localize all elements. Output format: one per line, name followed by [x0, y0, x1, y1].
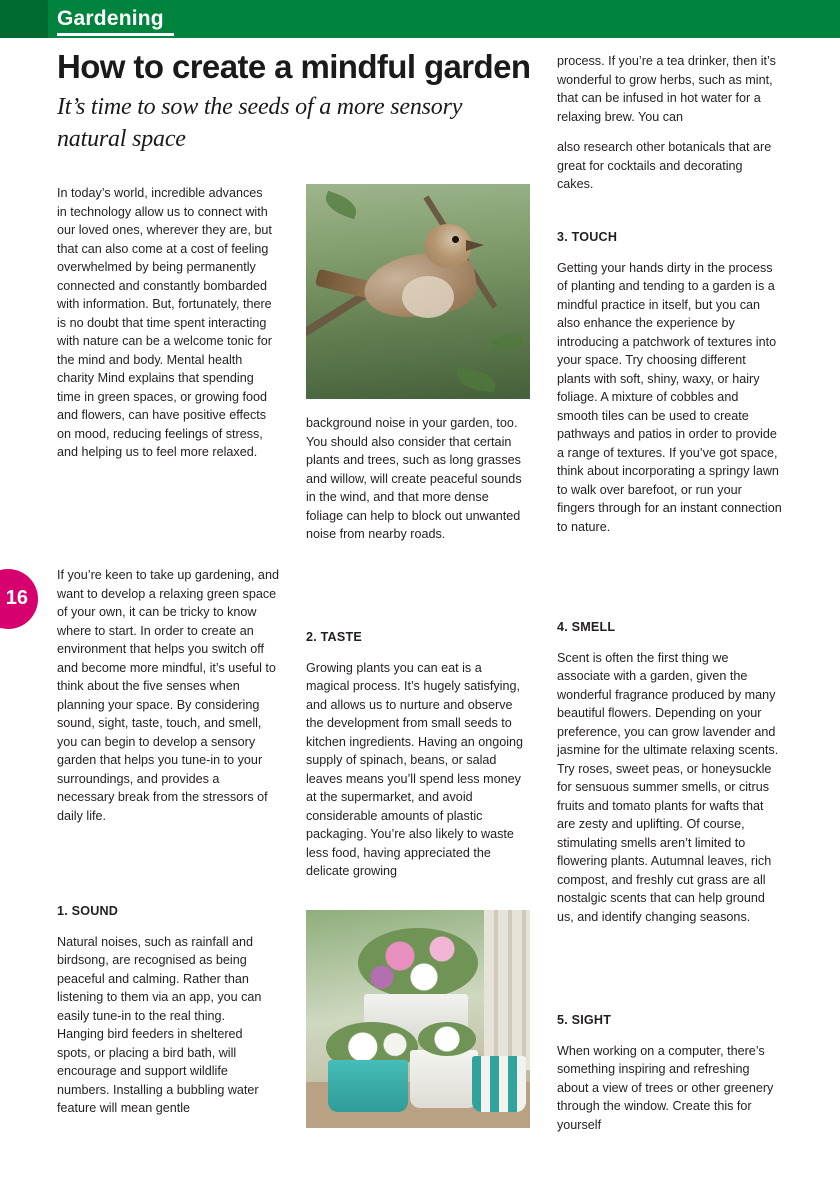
subheading-smell: 4. SMELL [557, 620, 616, 634]
subheading-taste: 2. TASTE [306, 630, 362, 644]
pot-white-center [410, 1050, 478, 1108]
leaf-shape [490, 328, 524, 355]
flower-pots-photo [306, 910, 530, 1128]
body-column-two-bottom [306, 628, 528, 881]
body-column-one-bottom [57, 902, 272, 1118]
subheading-touch: 3. TOUCH [557, 230, 618, 244]
bird-photo [306, 184, 530, 399]
bird-eye-shape [452, 236, 459, 243]
bird-head-shape [424, 224, 472, 268]
paragraph: In today’s world, incredible advances in technology allow us to connect with our loved ones, wherever they are, but that can also come at a cost of feeling overwhelmed by being permanently connected and constantly bombarded with information. But, fortunately, there is no doubt that time spent interacting with nature can be a welcome tonic for the mind and body. Mental health charity Mind explains that spending time in green spaces, or growing food and flowers, can have positive effects on mood, reducing feelings of stress, and helping us to feel more relaxed. [57, 186, 272, 459]
body-column-one-top [57, 184, 275, 462]
header-accent-block [0, 0, 48, 38]
section-title: Gardening [57, 7, 164, 30]
paragraph: If you’re keen to take up gardening, and want to develop a relaxing green space of your own, it can be tricky to know where to start. In order to create an environment that helps you switch off and become more mindful, it’s useful to think about the five senses when planning your space. By considering sound, sight, taste, touch, and smell, you can begin to develop a sensory garden that helps you tune-in to your surroundings, and provides a necessary break from the stressors of daily life. [57, 568, 279, 823]
paragraph: background noise in your garden, too. You should also consider that certain plants and trees, such as long grasses and willow, will create peaceful sounds in the wind, and that more dense foliage can help to block out unwanted noise from nearby roads. [306, 416, 522, 541]
paragraph: When working on a computer, there’s something inspiring and refreshing about a view of trees or other greenery through the window. Create this for yourself [557, 1043, 774, 1132]
flower-cluster [358, 928, 478, 998]
article-standfirst: It’s time to sow the seeds of a more sensory natural space [57, 94, 463, 152]
paragraph: Growing plants you can eat is a magical process. It’s hugely satisfying, and allows us to nurture and observe the development from small seeds to kitchen ingredients. Having an ongoing supply of spinach, beans, or salad leaves means you’ll spend less money at the supermarket, and avoid considerable amounts of plastic packaging. You’re also likely to waste less food, having appreciated the delicate growing [306, 660, 524, 878]
subheading-sight: 5. SIGHT [557, 1013, 612, 1027]
section-title-underline [57, 33, 174, 36]
paragraph: Scent is often the first thing we associate with a garden, given the wonderful fragrance produced by many beautiful flowers. Depending on your preference, you can grow lavender and jasmine for the ultimate relaxing scents. Try roses, sweet peas, or honeysuckle for sensuous summer smells, or citrus fruits and tomato plants for wafts that are zesty and uplifting. Of course, stimulating smells aren’t limited to flowering plants. Autumnal leaves, rich compost, and freshly cut grass are all nostalgic scents that can help ground us, and identify changing seasons. [557, 650, 779, 924]
paragraph: Getting your hands dirty in the process of planting and tending to a garden is a mindful practice in itself, but you can also enhance the experience by introducing a patchwork of textures into your space. Try choosing different plants with soft, shiny, waxy, or hairy foliage. A mixture of cobbles and smooth tiles can be used to create pathways and patios in order to provide a range of textures. If you’ve got space, think about incorporating a springy lawn to walk over barefoot, or run your fingers through for an instant connection to nature. [557, 260, 782, 534]
leaf-shape [322, 191, 360, 220]
paragraph: Natural noises, such as rainfall and birdsong, are recognised as being peaceful and calming. Rather than listening to them via an app, you can easily tune-in to the real thing. Hanging bird feeders in sheltered spots, or placing a bird bath, will encourage and support wildlife numbers. Installing a bubbling water feature will mean gentle [57, 934, 262, 1115]
page-number-label: 16 [5, 587, 28, 609]
bird-beak-shape [466, 240, 484, 251]
fence-shape [484, 910, 530, 1070]
page-number-badge [0, 569, 38, 629]
pot-teal-left [328, 1060, 408, 1112]
pot-striped-right [472, 1056, 526, 1112]
bird-breast-shape [402, 276, 454, 318]
body-column-three-top [557, 52, 782, 194]
paragraph: process. If you’re a tea drinker, then it’s wonderful to grow herbs, such as mint, that can be infused in hot water for a relaxing brew. You can [557, 54, 776, 124]
subheading-sound: 1. SOUND [57, 904, 119, 918]
body-column-two-top [306, 414, 528, 544]
body-column-one-middle [57, 566, 279, 825]
body-column-three-touch [557, 228, 782, 536]
flower-cluster [418, 1022, 476, 1056]
body-column-three-sight [557, 1011, 782, 1134]
article-headline: How to create a mindful garden [57, 48, 531, 85]
paragraph: also research other botanicals that are great for cocktails and decorating cakes. [557, 140, 772, 191]
body-column-three-smell [557, 618, 782, 926]
leaf-shape [455, 367, 497, 392]
